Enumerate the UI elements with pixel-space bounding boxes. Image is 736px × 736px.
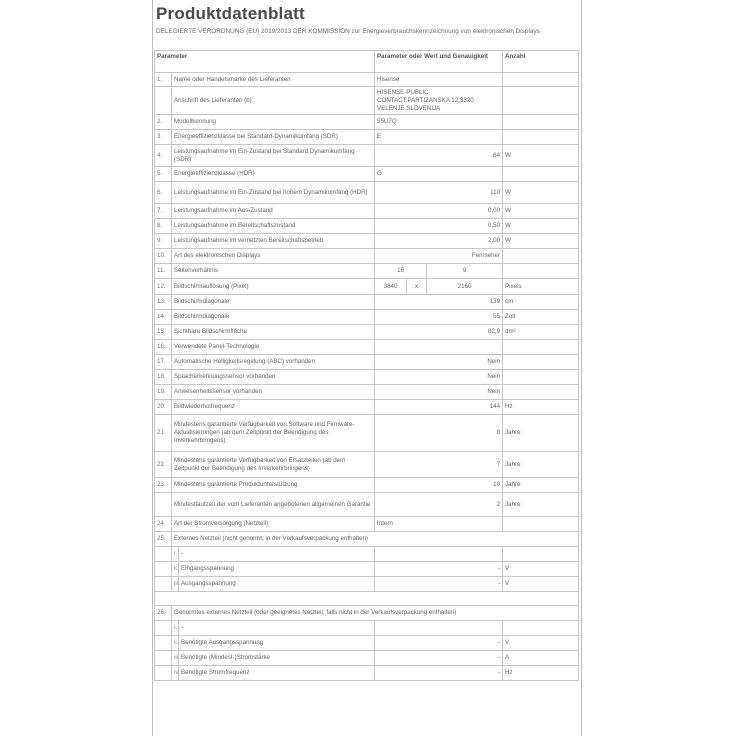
row-value: 55U7Q [375,115,503,130]
row-label: Mindestens garantierte Produktunterstützung [172,478,375,493]
table-header-row [155,51,579,73]
row-label: Bildschirmauflösung (Pixel) [172,279,375,295]
row-value: 0,00 [375,204,503,219]
row-label: Sichtbare Bildschirmfläche [172,325,375,340]
row-label: Benötigte (Mindest-)Stromstärke [179,651,375,666]
row-unit: V [503,577,579,592]
row-number: 17. [155,355,172,370]
row-number: 4. [155,145,172,167]
row-label: Ausgangsspannung [179,577,375,592]
header-value: Parameter oder Wert und Genauigkeit [375,51,503,73]
row-number: 8. [155,219,172,234]
table-row [155,325,579,340]
row-value: 2 [375,493,503,517]
row-unit: W [503,219,579,234]
row-label: Benötigte Ausgangsspannung [179,636,375,651]
table-row [155,145,579,167]
table-row [155,452,579,478]
sub-row-number: ii. [172,636,179,651]
row-unit: V [503,636,579,651]
row-label: Genormtes externes Netzteil (oder geeignetes Netzteil, falls nicht in der Verkaufsverpackung enthalten) [172,606,579,621]
row-number: 10. [155,249,172,264]
row-label: Energieeffizienzklasse (HDR) [172,167,375,182]
row-number: 18. [155,370,172,385]
row-value: - [375,577,503,592]
row-label: Verwendete Panel-Technologie [172,340,375,355]
row-number: 6. [155,182,172,204]
row-number: 24. [155,517,172,532]
table-row [155,234,579,249]
row-value: 139 [375,295,503,310]
aspect-width: 16 [375,264,427,279]
row-number: 11. [155,264,172,279]
row-label: Anschrift des Lieferanten (b) [172,87,375,115]
row-value: Fernseher [375,249,503,264]
row-value: HISENSE-PUBLIC CONTACT,PARTIZANSKA 12,3320 VELENJE,SLOVENIJA [375,87,503,115]
resolution-width: 3840 [375,279,407,295]
row-label: Leistungsaufnahme im Bereitschaftszustand [172,219,375,234]
table-row [155,310,579,325]
row-number: 1. [155,73,172,87]
row-unit: W [503,145,579,167]
row-number: 26. [155,606,172,621]
table-row [155,547,579,562]
table-row [155,666,579,681]
row-number: 9. [155,234,172,249]
row-value: 144 [375,400,503,415]
row-value: 64 [375,145,503,167]
row-label: Art der Stromversorgung (Netzteil) [172,517,375,532]
table-row [155,651,579,666]
row-number: 14. [155,310,172,325]
row-number: 22. [155,452,172,478]
row-value: Intern [375,517,503,532]
table-row [155,415,579,452]
table-row [155,385,579,400]
row-value: - [375,666,503,681]
row-value: 8 [375,415,503,452]
table-row [155,592,579,606]
row-label: Name oder Handelsmarke des Lieferanten [172,73,375,87]
row-value: 10 [375,478,503,493]
row-value: Hisense [375,73,503,87]
aspect-height: 9 [427,264,503,279]
row-label: Mindestens garantierte Verfügbarkeit von Ersatzteilen (ab dem Zeitpunkt der Beendigung des Inverkehrbringens) [172,452,375,478]
row-label: Automatische Helligkeitsregelung (ABC) vorhanden [172,355,375,370]
sub-row-number: iii. [172,651,179,666]
row-label: Eingangsspannung [179,562,375,577]
sub-row-number: iii. [172,577,179,592]
row-label: Externes Netzteil (nicht genormt, in der Verkaufsverpackung enthalten) [172,532,579,547]
row-number: 16. [155,340,172,355]
table-row [155,370,579,385]
row-unit: Pixels [503,279,579,295]
row-value: E [375,130,503,145]
table-row [155,167,579,182]
table-row [155,606,579,621]
row-value: - [375,562,503,577]
table-row [155,204,579,219]
table-row [155,577,579,592]
table-row [155,621,579,636]
row-label: - [179,621,375,636]
row-label: Seitenverhältnis [172,264,375,279]
row-number: 12. [155,279,172,295]
row-number: 20. [155,400,172,415]
table-row [155,532,579,547]
sub-row-number: iv. [172,666,179,681]
row-label: Leistungsaufnahme im Aus-Zustand [172,204,375,219]
row-unit: Hz [503,666,579,681]
row-label: Leistungsaufnahme im vernetzten Bereitschaftsbetrieb [172,234,375,249]
resolution-height: 2160 [427,279,503,295]
row-value: - [375,651,503,666]
table-row [155,400,579,415]
row-unit: V [503,562,579,577]
table-row [155,295,579,310]
row-unit: dm² [503,325,579,340]
row-unit: Hz [503,400,579,415]
row-value: Nein [375,370,503,385]
table-row [155,478,579,493]
row-label: Benötigte Stromfrequenz [179,666,375,681]
row-value: G [375,167,503,182]
table-row [155,219,579,234]
table-row [155,130,579,145]
row-label: Mindestens garantierte Verfügbarkeit von Software und Firmware-Aktualisierungen (ab dem Zeitpunkt der Beendigung des Inverkehrbringens) [172,415,375,452]
table-row [155,182,579,204]
row-unit: W [503,182,579,204]
row-label: Mindestlaufzeit der vom Lieferanten angebotenen allgemeinen Garantie [172,493,375,517]
parameter-table [154,50,579,681]
table-row [155,279,579,295]
row-label: Leistungsaufnahme im Ein-Zustand bei hohem Dynamikumfang (HDR) [172,182,375,204]
row-number: 2. [155,115,172,130]
row-value: - [375,636,503,651]
table-row [155,517,579,532]
row-value: 110 [375,182,503,204]
table-row [155,249,579,264]
header-parameter: Parameter [155,51,375,73]
row-number: 23. [155,478,172,493]
sub-row-number: i. [172,621,179,636]
table-row [155,493,579,517]
resolution-times: x [407,279,427,295]
row-value: 7 [375,452,503,478]
row-unit: Jahre [503,493,579,517]
row-number: 25. [155,532,172,547]
table-row [155,636,579,651]
row-label: Bildwiederholfrequenz [172,400,375,415]
row-value: Nein [375,355,503,370]
header-unit: Anzahl [503,51,579,73]
row-unit: Jahre [503,478,579,493]
row-number: 19. [155,385,172,400]
table-row [155,73,579,87]
row-number: 7. [155,204,172,219]
row-number: 15. [155,325,172,340]
row-number: 5. [155,167,172,182]
row-label: Anwesenheitssensor vorhanden [172,385,375,400]
row-label: - [179,547,375,562]
row-label: Art des elektronischen Displays [172,249,375,264]
row-unit: W [503,234,579,249]
row-value [375,340,503,355]
sub-row-number: ii. [172,562,179,577]
row-unit: Zoll [503,310,579,325]
row-unit: Jahre [503,452,579,478]
row-label: Bildschirmdiagonale [172,295,375,310]
row-value: Nein [375,385,503,400]
sub-row-number: i. [172,547,179,562]
table-row [155,87,579,115]
row-number: 21. [155,415,172,452]
table-row [155,562,579,577]
table-row [155,115,579,130]
row-unit: cm [503,295,579,310]
row-value: 55 [375,310,503,325]
row-label: Energieeffizienzklasse bei Standard-Dynamikumfang (SDR) [172,130,375,145]
row-value: 82,9 [375,325,503,340]
row-value: 0,50 [375,219,503,234]
row-number: 3. [155,130,172,145]
row-label: Modellkennung [172,115,375,130]
page-title: Produktdatenblatt [156,4,305,23]
row-number: 13. [155,295,172,310]
row-unit: W [503,204,579,219]
row-label: Leistungsaufnahme im Ein-Zustand bei Standard Dynamikumfang (SDR) [172,145,375,167]
table-row [155,340,579,355]
table-row [155,264,579,279]
row-value: 2,00 [375,234,503,249]
row-unit: A [503,651,579,666]
table-row [155,355,579,370]
regulation-subtitle: DELEGIERTE VERORDNUNG (EU) 2019/2013 DER KOMMISSION zur Energieverbrauchskennzeichnung von elektronischen Displays [156,28,540,35]
row-unit: Jahre [503,415,579,452]
row-label: Spracherkennungssensor vorhanden [172,370,375,385]
row-label: Bildschirmdiagonale [172,310,375,325]
